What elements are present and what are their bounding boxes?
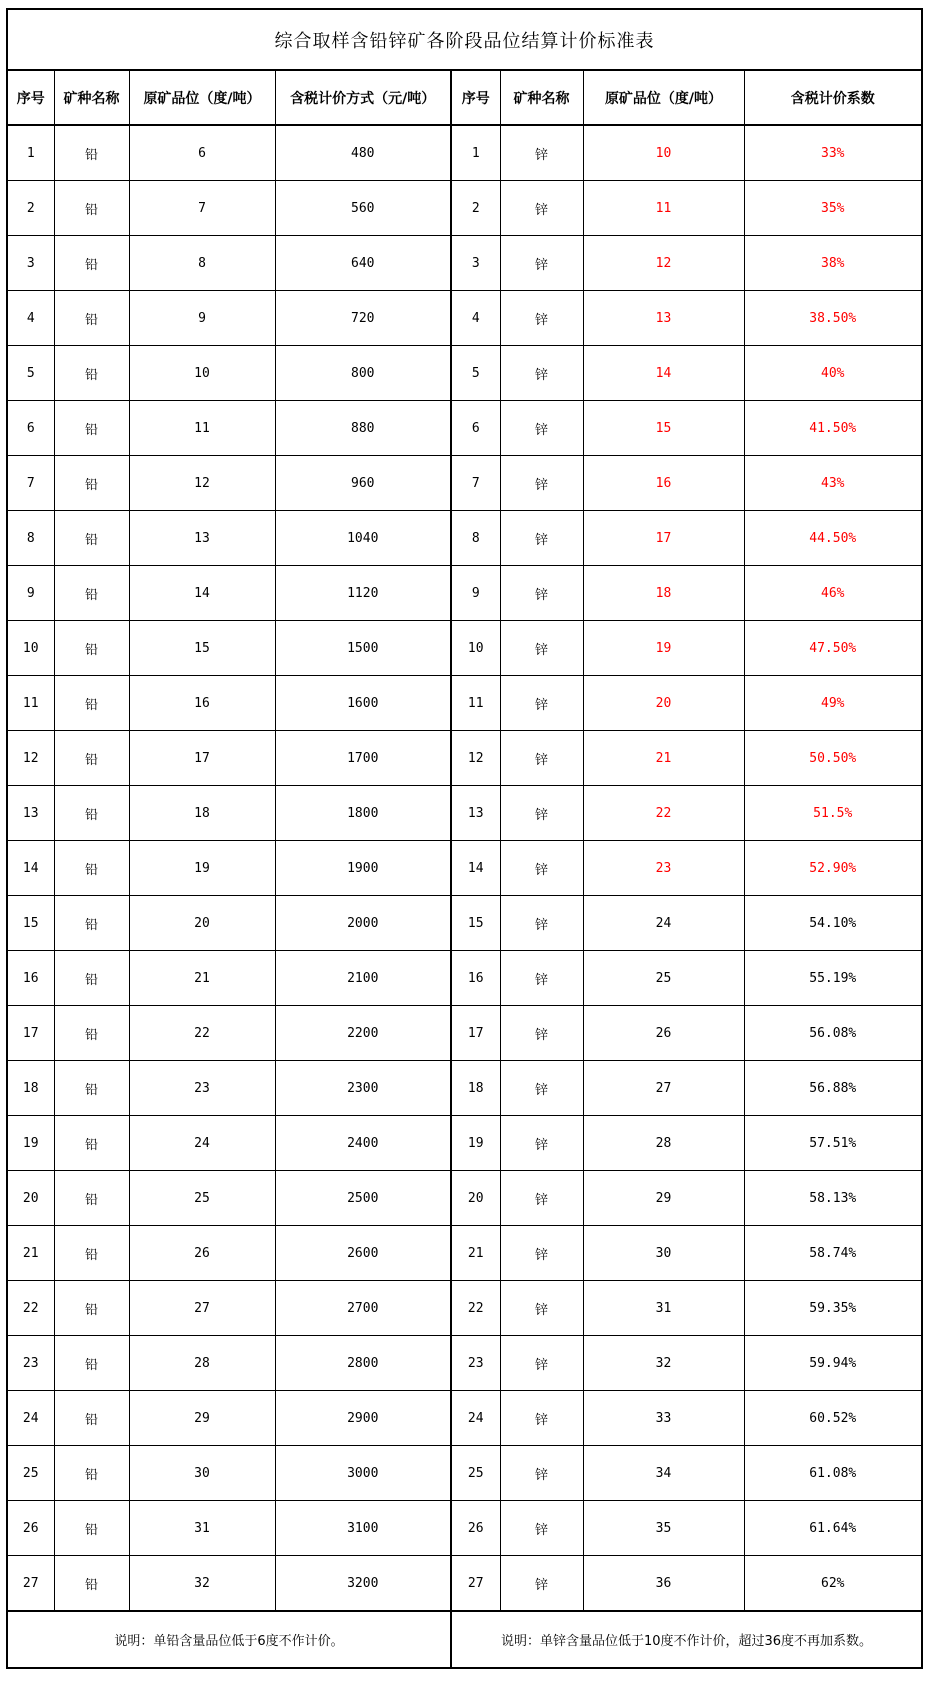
zinc-mineral-cell: 锌 (500, 1061, 583, 1116)
zinc-grade-cell: 29 (583, 1171, 744, 1226)
lead-mineral-cell: 铅 (54, 731, 129, 786)
zinc-coefficient-cell: 59.94% (744, 1336, 922, 1391)
zinc-mineral-cell: 锌 (500, 291, 583, 346)
lead-mineral-cell: 铅 (54, 1226, 129, 1281)
table-row (7, 896, 922, 951)
table-row (7, 841, 922, 896)
pricing-standard-table (6, 8, 923, 1669)
table-row (7, 181, 922, 236)
lead-number-cell: 22 (7, 1281, 54, 1336)
lead-number-cell: 6 (7, 401, 54, 456)
table-row (7, 346, 922, 401)
zinc-grade-cell: 34 (583, 1446, 744, 1501)
zinc-mineral-cell: 锌 (500, 841, 583, 896)
zinc-coefficient-cell: 61.64% (744, 1501, 922, 1556)
zinc-grade-cell: 33 (583, 1391, 744, 1446)
lead-mineral-cell: 铅 (54, 676, 129, 731)
header-lead-name: 矿种名称 (54, 70, 129, 125)
zinc-mineral-cell: 锌 (500, 1281, 583, 1336)
table-row (7, 1556, 922, 1612)
zinc-grade-cell: 13 (583, 291, 744, 346)
lead-number-cell: 26 (7, 1501, 54, 1556)
lead-number-cell: 4 (7, 291, 54, 346)
lead-grade-cell: 6 (129, 125, 275, 181)
lead-price-cell: 2400 (275, 1116, 451, 1171)
zinc-number-cell: 15 (451, 896, 500, 951)
zinc-grade-cell: 22 (583, 786, 744, 841)
lead-number-cell: 20 (7, 1171, 54, 1226)
lead-grade-cell: 9 (129, 291, 275, 346)
lead-number-cell: 16 (7, 951, 54, 1006)
table-row (7, 125, 922, 181)
lead-mineral-cell: 铅 (54, 125, 129, 181)
zinc-number-cell: 13 (451, 786, 500, 841)
zinc-mineral-cell: 锌 (500, 181, 583, 236)
header-zinc-name: 矿种名称 (500, 70, 583, 125)
lead-number-cell: 21 (7, 1226, 54, 1281)
lead-grade-cell: 12 (129, 456, 275, 511)
zinc-grade-cell: 20 (583, 676, 744, 731)
zinc-mineral-cell: 锌 (500, 125, 583, 181)
lead-mineral-cell: 铅 (54, 1171, 129, 1226)
zinc-coefficient-cell: 40% (744, 346, 922, 401)
lead-mineral-cell: 铅 (54, 1446, 129, 1501)
zinc-grade-cell: 36 (583, 1556, 744, 1612)
lead-mineral-cell: 铅 (54, 1556, 129, 1612)
lead-price-cell: 1500 (275, 621, 451, 676)
zinc-coefficient-cell: 60.52% (744, 1391, 922, 1446)
table-row (7, 291, 922, 346)
lead-mineral-cell: 铅 (54, 1501, 129, 1556)
table-row (7, 1446, 922, 1501)
zinc-mineral-cell: 锌 (500, 401, 583, 456)
lead-mineral-cell: 铅 (54, 456, 129, 511)
zinc-number-cell: 16 (451, 951, 500, 1006)
zinc-coefficient-cell: 54.10% (744, 896, 922, 951)
lead-mineral-cell: 铅 (54, 786, 129, 841)
zinc-coefficient-cell: 49% (744, 676, 922, 731)
zinc-mineral-cell: 锌 (500, 1391, 583, 1446)
zinc-number-cell: 17 (451, 1006, 500, 1061)
lead-grade-cell: 8 (129, 236, 275, 291)
zinc-coefficient-cell: 59.35% (744, 1281, 922, 1336)
table-row (7, 401, 922, 456)
zinc-coefficient-cell: 38% (744, 236, 922, 291)
zinc-mineral-cell: 锌 (500, 1226, 583, 1281)
lead-number-cell: 3 (7, 236, 54, 291)
lead-grade-cell: 7 (129, 181, 275, 236)
lead-number-cell: 14 (7, 841, 54, 896)
lead-number-cell: 10 (7, 621, 54, 676)
header-zinc-grade: 原矿品位（度/吨） (583, 70, 744, 125)
zinc-grade-cell: 15 (583, 401, 744, 456)
lead-number-cell: 8 (7, 511, 54, 566)
lead-number-cell: 12 (7, 731, 54, 786)
zinc-mineral-cell: 锌 (500, 731, 583, 786)
lead-number-cell: 5 (7, 346, 54, 401)
zinc-grade-cell: 23 (583, 841, 744, 896)
zinc-coefficient-cell: 58.13% (744, 1171, 922, 1226)
lead-mineral-cell: 铅 (54, 236, 129, 291)
table-row (7, 786, 922, 841)
lead-number-cell: 17 (7, 1006, 54, 1061)
lead-grade-cell: 31 (129, 1501, 275, 1556)
table-row (7, 456, 922, 511)
zinc-coefficient-cell: 44.50% (744, 511, 922, 566)
lead-grade-cell: 18 (129, 786, 275, 841)
lead-price-cell: 2900 (275, 1391, 451, 1446)
lead-mineral-cell: 铅 (54, 1281, 129, 1336)
lead-grade-cell: 27 (129, 1281, 275, 1336)
zinc-number-cell: 1 (451, 125, 500, 181)
zinc-number-cell: 11 (451, 676, 500, 731)
table-row (7, 566, 922, 621)
lead-price-cell: 720 (275, 291, 451, 346)
lead-grade-cell: 21 (129, 951, 275, 1006)
lead-mineral-cell: 铅 (54, 621, 129, 676)
zinc-note: 说明：单锌含量品位低于10度不作计价，超过36度不再加系数。 (451, 1611, 922, 1668)
zinc-coefficient-cell: 56.88% (744, 1061, 922, 1116)
zinc-number-cell: 8 (451, 511, 500, 566)
lead-price-cell: 1700 (275, 731, 451, 786)
zinc-grade-cell: 10 (583, 125, 744, 181)
lead-grade-cell: 13 (129, 511, 275, 566)
lead-price-cell: 800 (275, 346, 451, 401)
zinc-number-cell: 18 (451, 1061, 500, 1116)
zinc-grade-cell: 26 (583, 1006, 744, 1061)
zinc-grade-cell: 24 (583, 896, 744, 951)
header-lead-price: 含税计价方式（元/吨） (275, 70, 451, 125)
zinc-coefficient-cell: 56.08% (744, 1006, 922, 1061)
lead-number-cell: 18 (7, 1061, 54, 1116)
zinc-coefficient-cell: 33% (744, 125, 922, 181)
lead-price-cell: 480 (275, 125, 451, 181)
lead-mineral-cell: 铅 (54, 1061, 129, 1116)
zinc-mineral-cell: 锌 (500, 1556, 583, 1612)
lead-mineral-cell: 铅 (54, 951, 129, 1006)
table-row (7, 1391, 922, 1446)
lead-mineral-cell: 铅 (54, 401, 129, 456)
lead-price-cell: 3100 (275, 1501, 451, 1556)
zinc-grade-cell: 11 (583, 181, 744, 236)
lead-price-cell: 2700 (275, 1281, 451, 1336)
zinc-number-cell: 21 (451, 1226, 500, 1281)
zinc-number-cell: 14 (451, 841, 500, 896)
table-row (7, 951, 922, 1006)
zinc-grade-cell: 32 (583, 1336, 744, 1391)
lead-price-cell: 3000 (275, 1446, 451, 1501)
lead-number-cell: 1 (7, 125, 54, 181)
zinc-mineral-cell: 锌 (500, 511, 583, 566)
zinc-number-cell: 12 (451, 731, 500, 786)
zinc-number-cell: 26 (451, 1501, 500, 1556)
table-row (7, 1006, 922, 1061)
zinc-grade-cell: 30 (583, 1226, 744, 1281)
lead-number-cell: 24 (7, 1391, 54, 1446)
zinc-coefficient-cell: 57.51% (744, 1116, 922, 1171)
lead-mineral-cell: 铅 (54, 1006, 129, 1061)
table-row (7, 621, 922, 676)
table-row (7, 731, 922, 786)
zinc-grade-cell: 31 (583, 1281, 744, 1336)
lead-note: 说明：单铅含量品位低于6度不作计价。 (7, 1611, 451, 1668)
lead-grade-cell: 10 (129, 346, 275, 401)
zinc-coefficient-cell: 50.50% (744, 731, 922, 786)
lead-number-cell: 15 (7, 896, 54, 951)
zinc-mineral-cell: 锌 (500, 456, 583, 511)
notes-row (7, 1611, 922, 1668)
table-title: 综合取样含铅锌矿各阶段品位结算计价标准表 (7, 9, 922, 70)
lead-number-cell: 25 (7, 1446, 54, 1501)
header-zinc-coefficient: 含税计价系数 (744, 70, 922, 125)
lead-grade-cell: 20 (129, 896, 275, 951)
lead-number-cell: 13 (7, 786, 54, 841)
table-row (7, 1226, 922, 1281)
zinc-number-cell: 6 (451, 401, 500, 456)
lead-mineral-cell: 铅 (54, 896, 129, 951)
lead-number-cell: 11 (7, 676, 54, 731)
zinc-grade-cell: 19 (583, 621, 744, 676)
lead-grade-cell: 22 (129, 1006, 275, 1061)
table-row (7, 1171, 922, 1226)
lead-grade-cell: 11 (129, 401, 275, 456)
header-row (7, 70, 922, 125)
lead-number-cell: 2 (7, 181, 54, 236)
zinc-mineral-cell: 锌 (500, 236, 583, 291)
zinc-mineral-cell: 锌 (500, 346, 583, 401)
lead-number-cell: 7 (7, 456, 54, 511)
lead-grade-cell: 17 (129, 731, 275, 786)
lead-number-cell: 19 (7, 1116, 54, 1171)
zinc-number-cell: 23 (451, 1336, 500, 1391)
zinc-coefficient-cell: 51.5% (744, 786, 922, 841)
zinc-number-cell: 10 (451, 621, 500, 676)
zinc-coefficient-cell: 61.08% (744, 1446, 922, 1501)
lead-mineral-cell: 铅 (54, 841, 129, 896)
zinc-coefficient-cell: 62% (744, 1556, 922, 1612)
zinc-mineral-cell: 锌 (500, 566, 583, 621)
lead-price-cell: 880 (275, 401, 451, 456)
lead-grade-cell: 15 (129, 621, 275, 676)
zinc-number-cell: 25 (451, 1446, 500, 1501)
zinc-grade-cell: 12 (583, 236, 744, 291)
zinc-coefficient-cell: 38.50% (744, 291, 922, 346)
zinc-mineral-cell: 锌 (500, 1336, 583, 1391)
zinc-number-cell: 24 (451, 1391, 500, 1446)
lead-mineral-cell: 铅 (54, 1391, 129, 1446)
lead-mineral-cell: 铅 (54, 566, 129, 621)
zinc-grade-cell: 14 (583, 346, 744, 401)
zinc-mineral-cell: 锌 (500, 786, 583, 841)
lead-grade-cell: 23 (129, 1061, 275, 1116)
zinc-number-cell: 7 (451, 456, 500, 511)
lead-price-cell: 960 (275, 456, 451, 511)
lead-price-cell: 2300 (275, 1061, 451, 1116)
lead-price-cell: 2600 (275, 1226, 451, 1281)
header-zinc-no: 序号 (451, 70, 500, 125)
lead-grade-cell: 29 (129, 1391, 275, 1446)
lead-price-cell: 2000 (275, 896, 451, 951)
lead-price-cell: 1900 (275, 841, 451, 896)
lead-mineral-cell: 铅 (54, 346, 129, 401)
lead-grade-cell: 28 (129, 1336, 275, 1391)
zinc-number-cell: 4 (451, 291, 500, 346)
zinc-mineral-cell: 锌 (500, 1446, 583, 1501)
table-row (7, 236, 922, 291)
zinc-grade-cell: 16 (583, 456, 744, 511)
table-row (7, 1501, 922, 1556)
lead-price-cell: 2200 (275, 1006, 451, 1061)
zinc-mineral-cell: 锌 (500, 1171, 583, 1226)
lead-mineral-cell: 铅 (54, 511, 129, 566)
lead-price-cell: 1040 (275, 511, 451, 566)
lead-mineral-cell: 铅 (54, 291, 129, 346)
lead-price-cell: 2500 (275, 1171, 451, 1226)
lead-number-cell: 27 (7, 1556, 54, 1612)
lead-grade-cell: 19 (129, 841, 275, 896)
table-row (7, 511, 922, 566)
lead-price-cell: 2100 (275, 951, 451, 1006)
zinc-coefficient-cell: 41.50% (744, 401, 922, 456)
zinc-coefficient-cell: 58.74% (744, 1226, 922, 1281)
zinc-mineral-cell: 锌 (500, 951, 583, 1006)
lead-price-cell: 1800 (275, 786, 451, 841)
lead-price-cell: 640 (275, 236, 451, 291)
table-row (7, 1116, 922, 1171)
table-body (7, 125, 922, 1611)
header-lead-no: 序号 (7, 70, 54, 125)
lead-grade-cell: 25 (129, 1171, 275, 1226)
lead-grade-cell: 16 (129, 676, 275, 731)
lead-number-cell: 9 (7, 566, 54, 621)
zinc-coefficient-cell: 46% (744, 566, 922, 621)
zinc-number-cell: 2 (451, 181, 500, 236)
zinc-grade-cell: 27 (583, 1061, 744, 1116)
lead-grade-cell: 26 (129, 1226, 275, 1281)
zinc-mineral-cell: 锌 (500, 1116, 583, 1171)
lead-mineral-cell: 铅 (54, 181, 129, 236)
zinc-coefficient-cell: 52.90% (744, 841, 922, 896)
zinc-coefficient-cell: 35% (744, 181, 922, 236)
lead-price-cell: 560 (275, 181, 451, 236)
zinc-number-cell: 20 (451, 1171, 500, 1226)
table-row (7, 676, 922, 731)
zinc-coefficient-cell: 47.50% (744, 621, 922, 676)
zinc-grade-cell: 17 (583, 511, 744, 566)
table-row (7, 1336, 922, 1391)
table-row (7, 1061, 922, 1116)
zinc-number-cell: 3 (451, 236, 500, 291)
header-lead-grade: 原矿品位（度/吨） (129, 70, 275, 125)
zinc-coefficient-cell: 55.19% (744, 951, 922, 1006)
zinc-number-cell: 22 (451, 1281, 500, 1336)
lead-grade-cell: 30 (129, 1446, 275, 1501)
zinc-mineral-cell: 锌 (500, 896, 583, 951)
zinc-grade-cell: 28 (583, 1116, 744, 1171)
zinc-mineral-cell: 锌 (500, 1006, 583, 1061)
lead-grade-cell: 32 (129, 1556, 275, 1612)
zinc-mineral-cell: 锌 (500, 676, 583, 731)
zinc-number-cell: 19 (451, 1116, 500, 1171)
zinc-number-cell: 9 (451, 566, 500, 621)
zinc-coefficient-cell: 43% (744, 456, 922, 511)
zinc-mineral-cell: 锌 (500, 621, 583, 676)
lead-price-cell: 1600 (275, 676, 451, 731)
zinc-number-cell: 27 (451, 1556, 500, 1612)
table-row (7, 1281, 922, 1336)
zinc-grade-cell: 21 (583, 731, 744, 786)
lead-mineral-cell: 铅 (54, 1116, 129, 1171)
lead-grade-cell: 24 (129, 1116, 275, 1171)
zinc-mineral-cell: 锌 (500, 1501, 583, 1556)
zinc-number-cell: 5 (451, 346, 500, 401)
zinc-grade-cell: 18 (583, 566, 744, 621)
lead-price-cell: 2800 (275, 1336, 451, 1391)
lead-price-cell: 1120 (275, 566, 451, 621)
lead-number-cell: 23 (7, 1336, 54, 1391)
zinc-grade-cell: 35 (583, 1501, 744, 1556)
zinc-grade-cell: 25 (583, 951, 744, 1006)
lead-grade-cell: 14 (129, 566, 275, 621)
lead-mineral-cell: 铅 (54, 1336, 129, 1391)
lead-price-cell: 3200 (275, 1556, 451, 1612)
